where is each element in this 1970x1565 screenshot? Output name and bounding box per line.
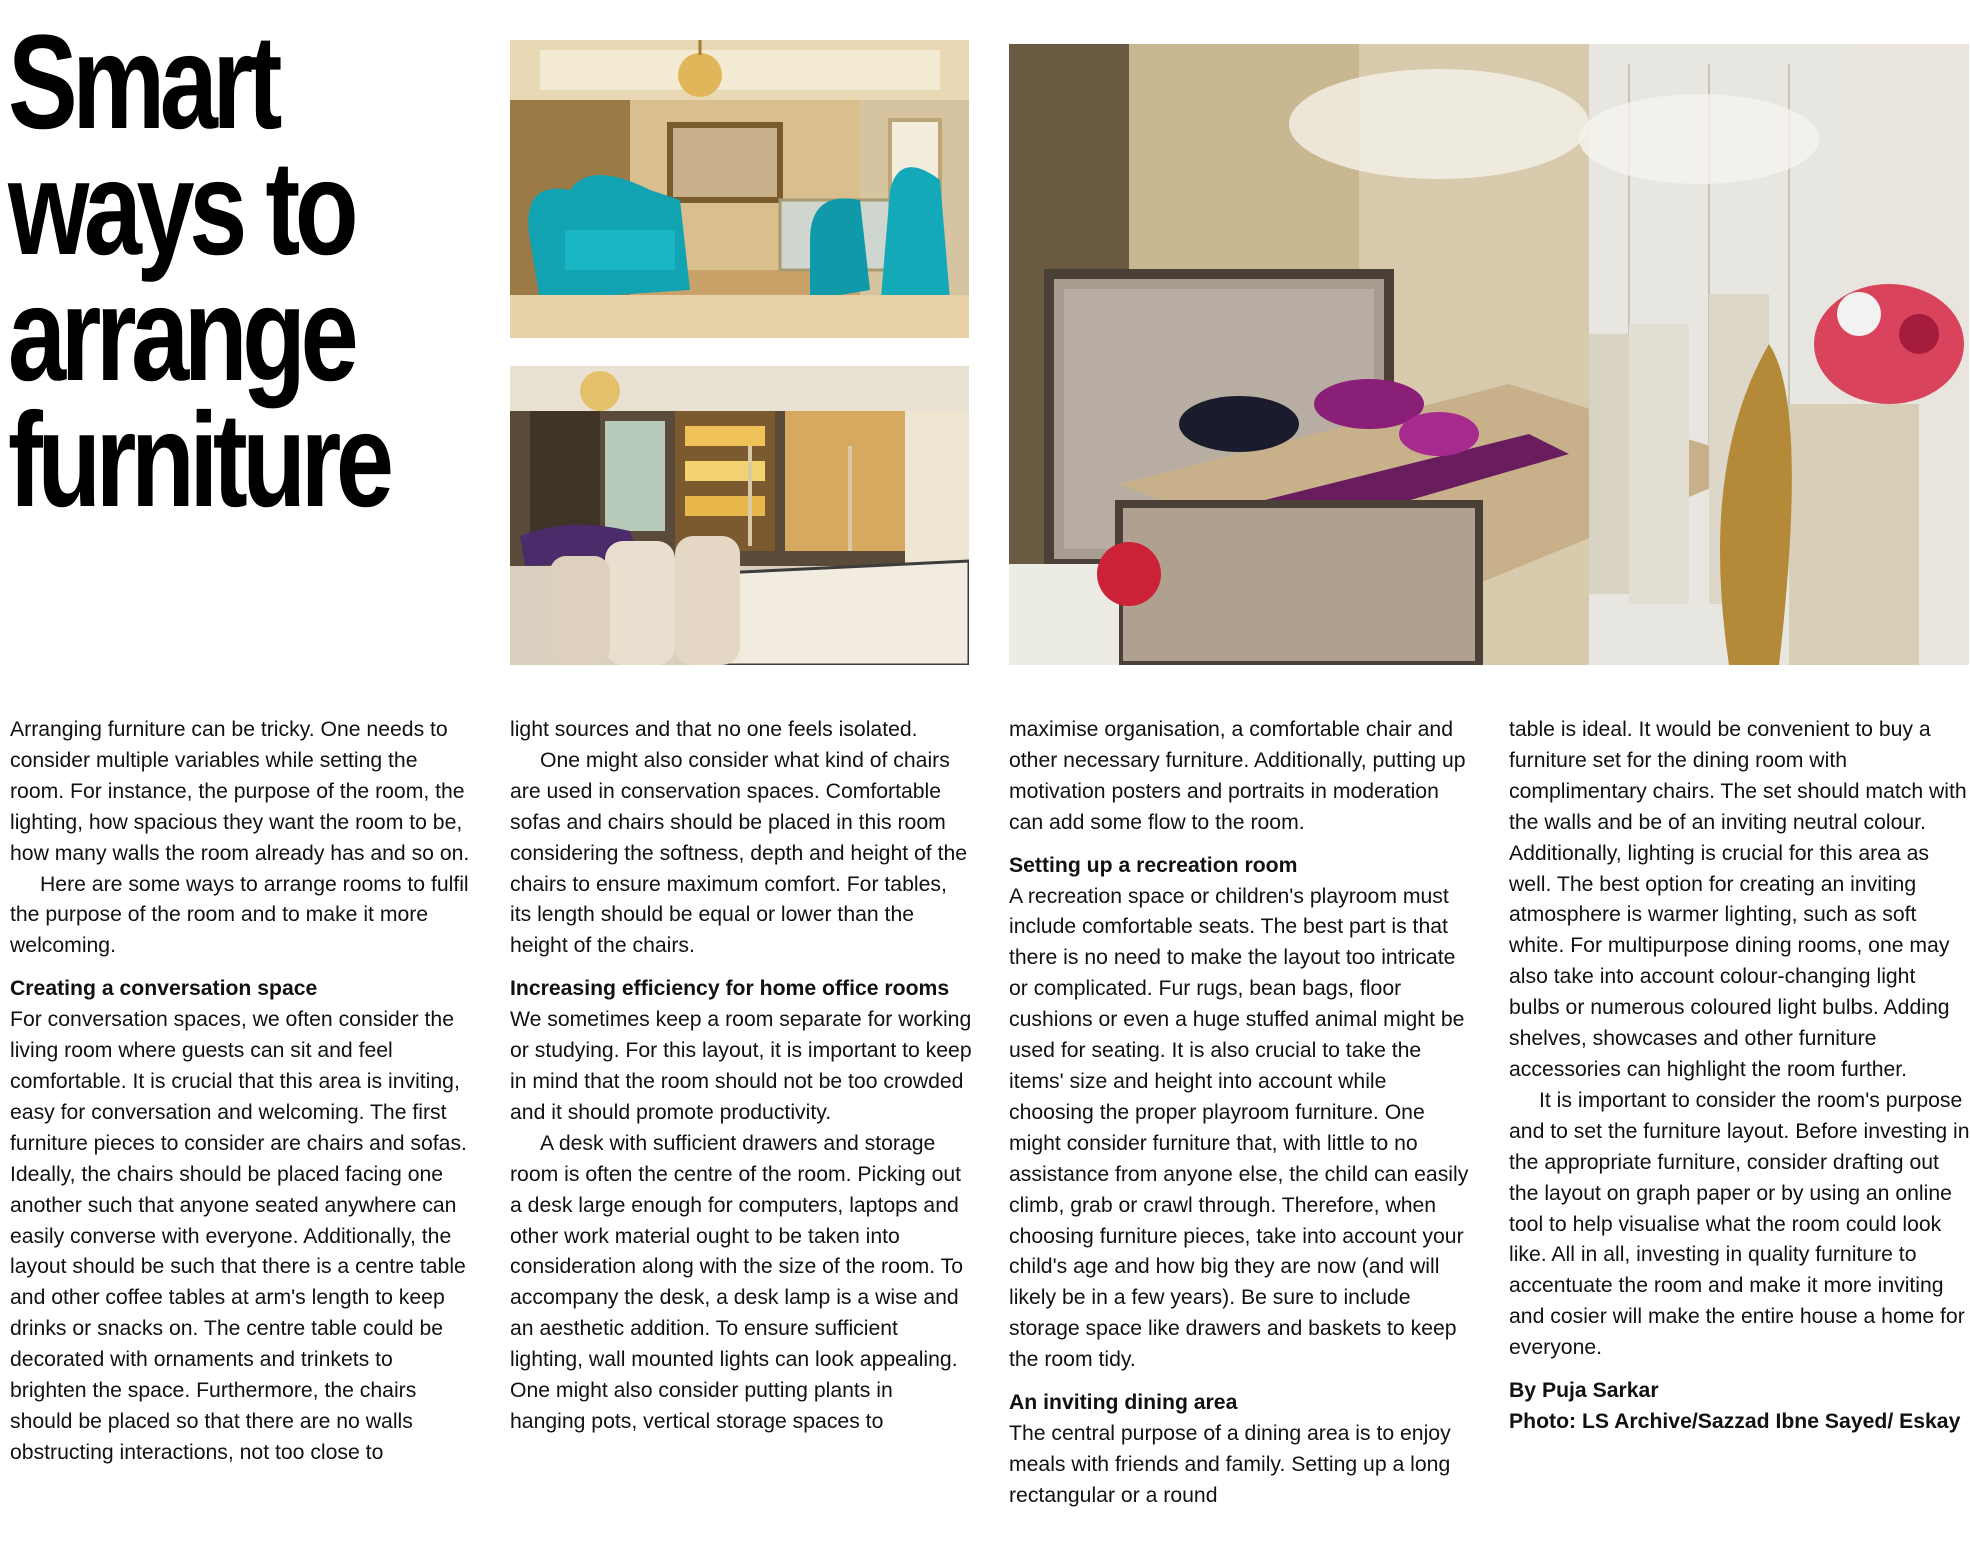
photo-living-room: [510, 40, 969, 338]
article-column-1: [10, 715, 472, 1469]
paragraph: Here are some ways to arrange rooms to fulfil the purpose of the room and to make it more welcoming.: [10, 872, 469, 958]
headline-line-3: arrange: [8, 260, 354, 409]
section-heading-conversation: Creating a conversation space: [10, 977, 318, 1001]
section-heading-dining: An inviting dining area: [1009, 1391, 1238, 1415]
paragraph: A desk with sufficient drawers and storage room is often the centre of the room. Picking out a desk large enough for computers, laptops and other work material ought to be taken into consideration along with the size of the room. To accompany the desk, a desk lamp is a wise and an aesthetic addition. To ensure sufficient lighting, wall mounted lights can look appealing. One might also consider putting plants in hanging pots, vertical storage spaces to: [510, 1131, 964, 1433]
paragraph: maximise organisation, a comfortable chair and other necessary furniture. Additionally, putting up motivation posters and portraits in moderation can add some flow to the room.: [1009, 718, 1466, 834]
paragraph: Arranging furniture can be tricky. One needs to consider multiple variables while setting the room. For instance, the purpose of the room, the lighting, how spacious they want the room to be, how many walls the room already has and so on.: [10, 718, 470, 865]
section-heading-home-office: Increasing efficiency for home office rooms: [510, 977, 950, 1001]
headline: [8, 8, 389, 535]
paragraph: The central purpose of a dining area is to enjoy meals with friends and family. Setting up a long rectangular or a round: [1009, 1421, 1451, 1507]
paragraph: table is ideal. It would be convenient to buy a furniture set for the dining room with complimentary chairs. The set should match with the walls and be of an inviting neutral colour. Additionally, lighting is crucial for this area as well. The best option for creating an inviting atmosphere is warmer lighting, such as soft white. For multipurpose dining rooms, one may also take into account colour-changing light bulbs or numerous coloured light bulbs. Adding shelves, showcases and other furniture accessories can highlight the room further.: [1509, 718, 1967, 1081]
photo-bedroom: [1009, 44, 1969, 665]
photo-dining-room: [510, 366, 969, 665]
headline-line-1: Smart: [8, 8, 277, 157]
article-column-3: [1009, 715, 1471, 1512]
paragraph: For conversation spaces, we often consider the living room where guests can sit and feel comfortable. It is crucial that this area is inviting, easy for conversation and welcoming. The first furniture pieces to consider are chairs and sofas. Ideally, the chairs should be placed facing one another such that anyone seated anywhere can easily converse with everyone. Additionally, the layout should be such that there is a centre table and other coffee tables at arm's length to keep drinks or snacks on. The centre table could be decorated with ornaments and trinkets to brighten the space. Furthermore, the chairs should be placed so that there are no walls obstructing interactions, not too close to: [10, 1008, 467, 1464]
paragraph: light sources and that no one feels isolated.: [510, 718, 918, 741]
paragraph: One might also consider what kind of chairs are used in conservation spaces. Comfortable sofas and chairs should be placed in this room considering the softness, depth and height of the chairs to ensure maximum comfort. For tables, its length should be equal or lower than the height of the chairs.: [510, 748, 968, 958]
headline-line-4: furniture: [8, 386, 389, 535]
paragraph: A recreation space or children's playroom must include comfortable seats. The best part is that there is no need to make the layout too intricate or complicated. Fur rugs, bean bags, floor cushions or even a huge stuffed animal might be used for seating. It is also crucial to take the items' size and height into account while choosing the proper playroom furniture. One might consider furniture that, with little to no assistance from anyone else, the child can easily climb, grab or crawl through. Therefore, when choosing furniture pieces, take into account your child's age and how big they are now (and will likely be in a few years). Be sure to include storage space like drawers and baskets to keep the room tidy.: [1009, 884, 1469, 1372]
paragraph: It is important to consider the room's purpose and to set the furniture layout. Before investing in the appropriate furniture, consider drafting out the layout on graph paper or by using an online tool to help visualise what the room could look like. All in all, investing in quality furniture to accentuate the room and make it more inviting and cosier will make the entire house a home for everyone.: [1509, 1088, 1970, 1360]
article-column-4: [1509, 715, 1970, 1438]
section-heading-recreation: Setting up a recreation room: [1009, 853, 1298, 877]
photo-credit: Photo: LS Archive/Sazzad Ibne Sayed/ Eskay: [1509, 1409, 1961, 1433]
headline-line-2: ways to: [8, 134, 354, 283]
author-byline: By Puja Sarkar: [1509, 1379, 1659, 1403]
paragraph: We sometimes keep a room separate for working or studying. For this layout, it is important to keep in mind that the room should not be too crowded and it should promote productivity.: [510, 1008, 972, 1124]
article-column-2: [510, 715, 972, 1438]
